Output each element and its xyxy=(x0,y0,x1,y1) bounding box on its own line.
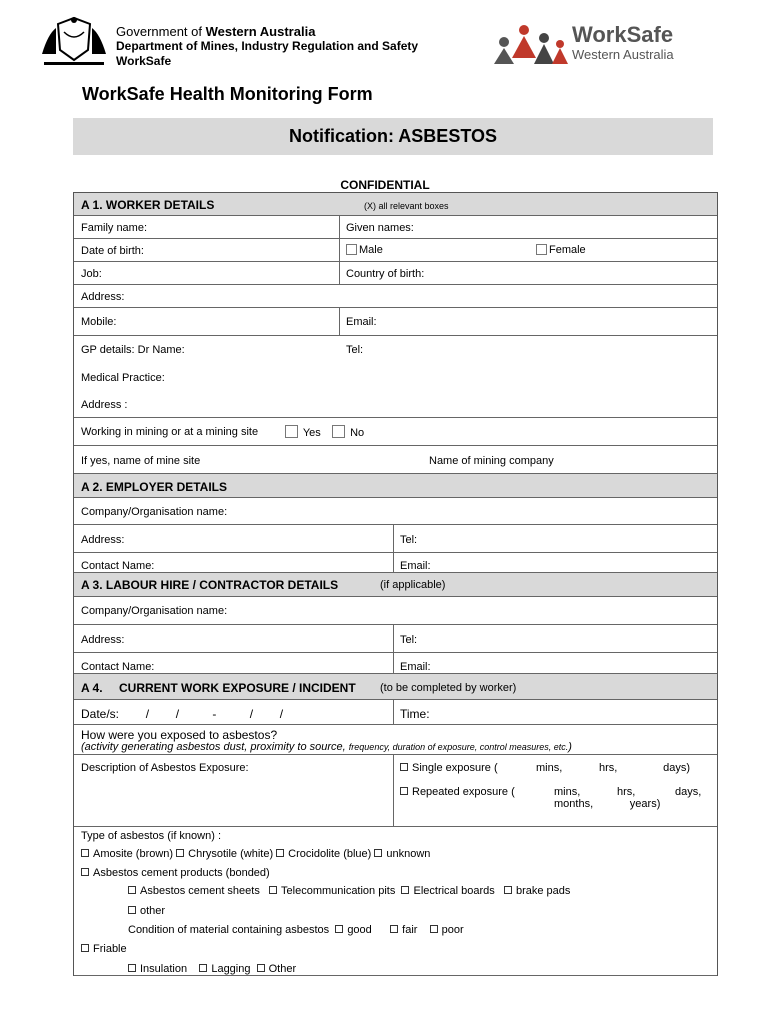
how-note-part2: frequency, duration of exposure, control measures, etc. xyxy=(348,742,569,752)
brake-pads-checkbox[interactable]: brake pads xyxy=(504,885,570,897)
dates-field[interactable]: Date/s: / / - / / xyxy=(81,707,284,721)
given-names-field[interactable]: Given names: xyxy=(346,222,414,234)
cement-product-options xyxy=(128,885,570,897)
row-contractor-company xyxy=(74,597,717,625)
electrical-boards-checkbox[interactable]: Electrical boards xyxy=(401,885,494,897)
worksafe-figures-icon xyxy=(490,18,570,68)
section-a4-title: CURRENT WORK EXPOSURE / INCIDENT xyxy=(119,681,356,695)
mining-no-label: No xyxy=(350,427,365,439)
email-field[interactable]: Email: xyxy=(346,316,377,328)
lagging-checkbox[interactable]: Lagging xyxy=(199,963,250,975)
condition-fair-checkbox[interactable]: fair xyxy=(390,924,417,936)
friable-checkbox[interactable]: Friable xyxy=(81,943,127,955)
logo-subtitle: Western Australia xyxy=(572,47,674,62)
row-job xyxy=(74,262,717,285)
coat-of-arms-logo xyxy=(38,14,110,70)
mining-question: Working in mining or at a mining site xyxy=(81,426,259,438)
single-exposure-label: Single exposure ( xyxy=(412,762,498,774)
row-mining xyxy=(74,418,717,446)
form-title: WorkSafe Health Monitoring Form xyxy=(82,84,373,104)
contractor-contact-field[interactable]: Contact Name: xyxy=(81,661,155,673)
section-a4-note: (to be completed by worker) xyxy=(380,682,517,694)
crocidolite-checkbox[interactable]: Crocidolite (blue) xyxy=(276,848,371,860)
worksafe-logo xyxy=(490,18,690,68)
department-name: Department of Mines, Industry Regulation and Safety xyxy=(116,39,419,53)
row-mine-site xyxy=(74,446,717,474)
row-contractor-contact xyxy=(74,653,717,674)
gp-name-field[interactable]: GP details: Dr Name: xyxy=(81,344,185,356)
contractor-tel-field[interactable]: Tel: xyxy=(400,634,418,646)
section-a2-header xyxy=(74,474,717,498)
cement-sheets-checkbox[interactable]: Asbestos cement sheets xyxy=(128,885,260,897)
amosite-checkbox[interactable]: Amosite (brown) xyxy=(81,848,173,860)
fibre-type-options xyxy=(81,848,430,860)
job-field[interactable]: Job: xyxy=(81,268,102,280)
telecom-pits-checkbox[interactable]: Telecommunication pits xyxy=(269,885,395,897)
employer-tel-field[interactable]: Tel: xyxy=(400,534,418,546)
condition-label: Condition of material containing asbestos xyxy=(128,924,330,936)
mining-yes-label: Yes xyxy=(302,427,321,439)
row-employer-contact xyxy=(74,553,717,573)
employer-contact-field[interactable]: Contact Name: xyxy=(81,560,155,572)
medical-practice-field[interactable]: Medical Practice: xyxy=(81,372,165,384)
agency-name: WorkSafe xyxy=(116,54,172,68)
government-name: Government of Western Australia xyxy=(116,24,316,39)
chrysotile-checkbox[interactable]: Chrysotile (white) xyxy=(176,848,273,860)
contractor-company-field[interactable]: Company/Organisation name: xyxy=(81,605,228,617)
confidential-label: CONFIDENTIAL xyxy=(340,178,430,192)
row-employer-company xyxy=(74,498,717,525)
row-address xyxy=(74,285,717,308)
description-field[interactable]: Description of Asbestos Exposure: xyxy=(81,762,249,774)
how-note: (activity generating asbestos dust, proximity to source, frequency, duration of exposure, control measures, etc.) xyxy=(81,741,572,753)
section-a4-header xyxy=(74,674,717,700)
logo-name: WorkSafe xyxy=(572,22,674,47)
mobile-field[interactable]: Mobile: xyxy=(81,316,117,328)
row-gp xyxy=(74,336,717,418)
employer-company-field[interactable]: Company/Organisation name: xyxy=(81,506,228,518)
row-asbestos-type xyxy=(74,827,717,976)
employer-email-field[interactable]: Email: xyxy=(400,560,431,572)
row-description xyxy=(74,755,717,827)
unknown-checkbox[interactable]: unknown xyxy=(374,848,430,860)
mining-no-checkbox[interactable] xyxy=(332,425,364,439)
row-how xyxy=(74,725,717,755)
row-dob xyxy=(74,239,717,262)
insulation-checkbox[interactable]: Insulation xyxy=(128,963,187,975)
condition-good-checkbox[interactable]: good xyxy=(335,924,371,936)
mining-company-field[interactable]: Name of mining company xyxy=(429,455,554,467)
section-a3-note: (if applicable) xyxy=(380,579,446,591)
contractor-address-field[interactable]: Address: xyxy=(81,634,125,646)
repeated-exposure-units-2: months, years) xyxy=(554,798,661,810)
time-field[interactable]: Time: xyxy=(400,707,430,721)
gp-tel-field[interactable]: Tel: xyxy=(346,344,364,356)
row-mobile xyxy=(74,308,717,336)
section-a4-number: A 4. xyxy=(81,681,103,695)
contractor-email-field[interactable]: Email: xyxy=(400,661,431,673)
repeated-exposure-units-1: mins, hrs, days, xyxy=(554,786,702,798)
family-name-field[interactable]: Family name: xyxy=(81,222,148,234)
notification-banner: Notification: ASBESTOS xyxy=(73,118,713,155)
country-field[interactable]: Country of birth: xyxy=(346,268,425,280)
row-dates xyxy=(74,700,717,725)
male-checkbox[interactable] xyxy=(346,244,383,256)
condition-poor-checkbox[interactable]: poor xyxy=(430,924,464,936)
address-field[interactable]: Address: xyxy=(81,291,125,303)
repeated-exposure-checkbox[interactable] xyxy=(400,786,515,798)
how-question: How were you exposed to asbestos? xyxy=(81,728,278,742)
row-names xyxy=(74,216,717,239)
friable-options xyxy=(128,963,296,975)
mining-yes-checkbox[interactable] xyxy=(285,425,321,439)
other-cement-checkbox[interactable]: other xyxy=(128,905,165,917)
section-a1-hint: (X) all relevant boxes xyxy=(364,201,449,211)
section-a3-header xyxy=(74,573,717,597)
employer-address-field[interactable]: Address: xyxy=(81,534,125,546)
condition-options xyxy=(128,924,464,936)
female-checkbox[interactable] xyxy=(536,244,586,256)
female-label: Female xyxy=(549,244,586,256)
other-friable-checkbox[interactable]: Other xyxy=(257,963,297,975)
section-a3-title: A 3. LABOUR HIRE / CONTRACTOR DETAILS xyxy=(81,578,339,592)
notification-form xyxy=(73,192,718,976)
section-a1-title: A 1. WORKER DETAILS xyxy=(81,198,215,212)
asbestos-type-label: Type of asbestos (if known) : xyxy=(81,830,222,842)
row-contractor-address xyxy=(74,625,717,653)
repeated-exposure-label: Repeated exposure ( xyxy=(412,786,515,798)
dob-field[interactable]: Date of birth: xyxy=(81,245,144,257)
gp-address-field[interactable]: Address : xyxy=(81,399,128,411)
male-label: Male xyxy=(359,244,383,256)
section-a1-header xyxy=(74,193,717,216)
single-exposure-checkbox[interactable] xyxy=(400,762,498,774)
section-a2-title: A 2. EMPLOYER DETAILS xyxy=(81,480,228,494)
row-employer-address xyxy=(74,525,717,553)
cement-products-checkbox[interactable]: Asbestos cement products (bonded) xyxy=(81,867,270,879)
single-exposure-units: mins, hrs, days) xyxy=(536,762,691,774)
how-note-part1: (activity generating asbestos dust, proximity to source, xyxy=(81,741,346,753)
mine-site-field[interactable]: If yes, name of mine site xyxy=(81,455,201,467)
